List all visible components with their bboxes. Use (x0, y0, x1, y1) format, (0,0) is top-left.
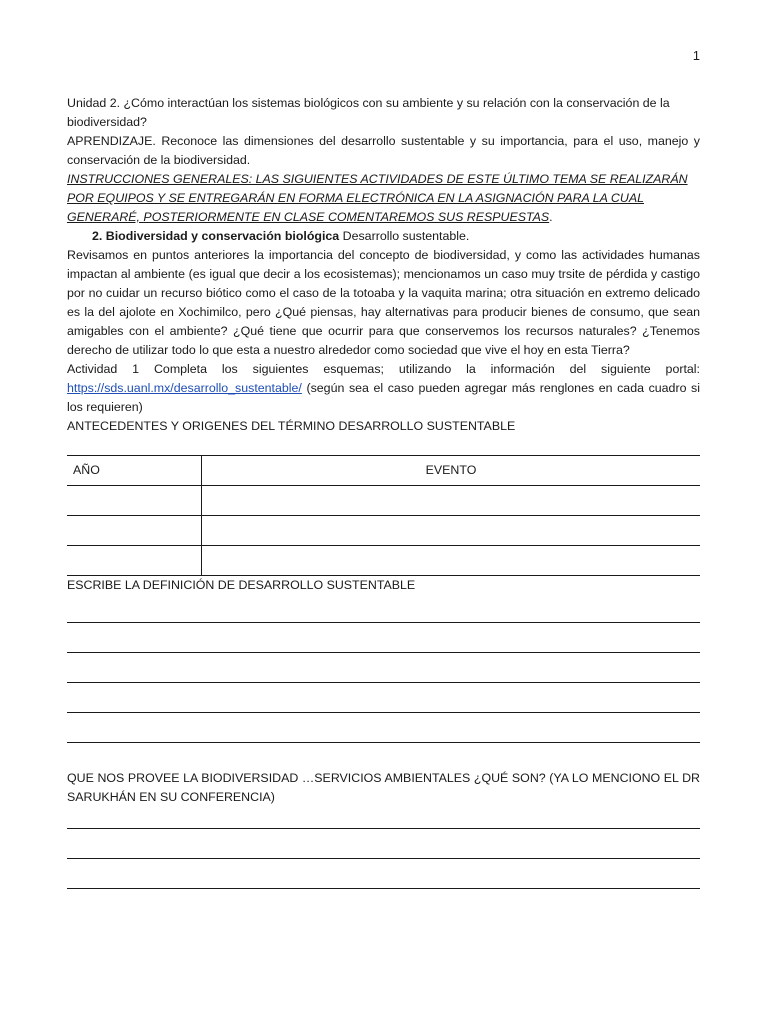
event-cell[interactable] (202, 516, 701, 546)
services-title: QUE NOS PROVEE LA BIODIVERSIDAD …SERVICIOS AMBIENTALES ¿QUÉ SON? (YA LO MENCIONO EL DR SARUKHÁN EN SU CONFERENCIA) (67, 771, 700, 804)
event-header: EVENTO (202, 456, 701, 486)
answer-line[interactable] (67, 814, 700, 829)
section-heading-rest: Desarrollo sustentable. (339, 229, 470, 243)
year-cell[interactable] (67, 516, 202, 546)
activity-text: Actividad 1 Completa los siguientes esquemas; utilizando la información del siguiente portal: (67, 362, 700, 376)
answer-line[interactable] (67, 683, 700, 713)
event-cell[interactable] (202, 486, 701, 516)
table-row (67, 546, 700, 576)
antecedentes-table (67, 455, 700, 576)
event-cell[interactable] (202, 546, 701, 576)
antecedentes-title: ANTECEDENTES Y ORIGENES DEL TÉRMINO DESARROLLO SUSTENTABLE (67, 419, 516, 433)
aprendizaje-text: APRENDIZAJE. Reconoce las dimensiones del desarrollo sustentable y su importancia, para el uso, manejo y conservación de la biodiversidad. (67, 134, 700, 167)
definition-answer-lines (67, 612, 700, 743)
table-row (67, 516, 700, 546)
intro-paragraph: Revisamos en puntos anteriores la importancia del concepto de biodiversidad, y como las actividades humanas impactan al ambiente (es igual que decir a los ecosistemas); mencionamos un caso muy trsite de pérdida y castigo por no cuidar un recurso biótico como el caso de la totoaba y la vaquita marina; otra situación en extremo delicado es la del ajolote en Xochimilco, pero ¿Qué piensas, hay alternativas para producir bienes de consumo, que sean amigables con el ambiente? ¿Qué tiene que ocurrir para que conservemos los recursos naturales? ¿Tenemos derecho de utilizar todo lo que esta a nuestro alrededor como sociedad que vive el hoy en esta Tierra? (67, 248, 700, 357)
answer-line[interactable] (67, 859, 700, 889)
table-row (67, 486, 700, 516)
services-answer-lines (67, 814, 700, 889)
year-header: AÑO (67, 456, 202, 486)
activity-note: (según sea el caso pueden agregar más renglones en cada cuadro si los requieren) (67, 381, 700, 414)
definition-title: ESCRIBE LA DEFINICIÓN DE DESARROLLO SUSTENTABLE (67, 578, 416, 592)
answer-line[interactable] (67, 623, 700, 653)
answer-line[interactable] (67, 713, 700, 743)
instructions-end: . (549, 210, 553, 224)
page-number: 1 (692, 48, 700, 63)
answer-line[interactable] (67, 653, 700, 683)
portal-link[interactable]: https://sds.uanl.mx/desarrollo_sustentable/ (67, 381, 302, 395)
section-heading-bold: 2. Biodiversidad y conservación biológica (92, 229, 340, 243)
year-cell[interactable] (67, 486, 202, 516)
unit-title: Unidad 2. ¿Cómo interactúan los sistemas biológicos con su ambiente y su relación con la conservación de la biodiversidad? (67, 96, 670, 129)
general-instructions: INSTRUCCIONES GENERALES: LAS SIGUIENTES ACTIVIDADES DE ESTE ÚLTIMO TEMA SE REALIZARÁN POR EQUIPOS Y SE ENTREGARÁN EN FORMA ELECTRÓNICA EN LA ASIGNACIÓN PARA LA CUAL GENERARÉ, POSTERIORMENTE EN CLASE COMENTAREMOS SUS RESPUESTAS (67, 172, 688, 224)
answer-line[interactable] (67, 612, 700, 623)
year-cell[interactable] (67, 546, 202, 576)
document-body (67, 94, 700, 889)
activity-instructions (67, 360, 700, 417)
table-header-row (67, 456, 700, 486)
instructions-paragraph (67, 170, 700, 227)
answer-line[interactable] (67, 829, 700, 859)
section-heading (67, 227, 700, 246)
